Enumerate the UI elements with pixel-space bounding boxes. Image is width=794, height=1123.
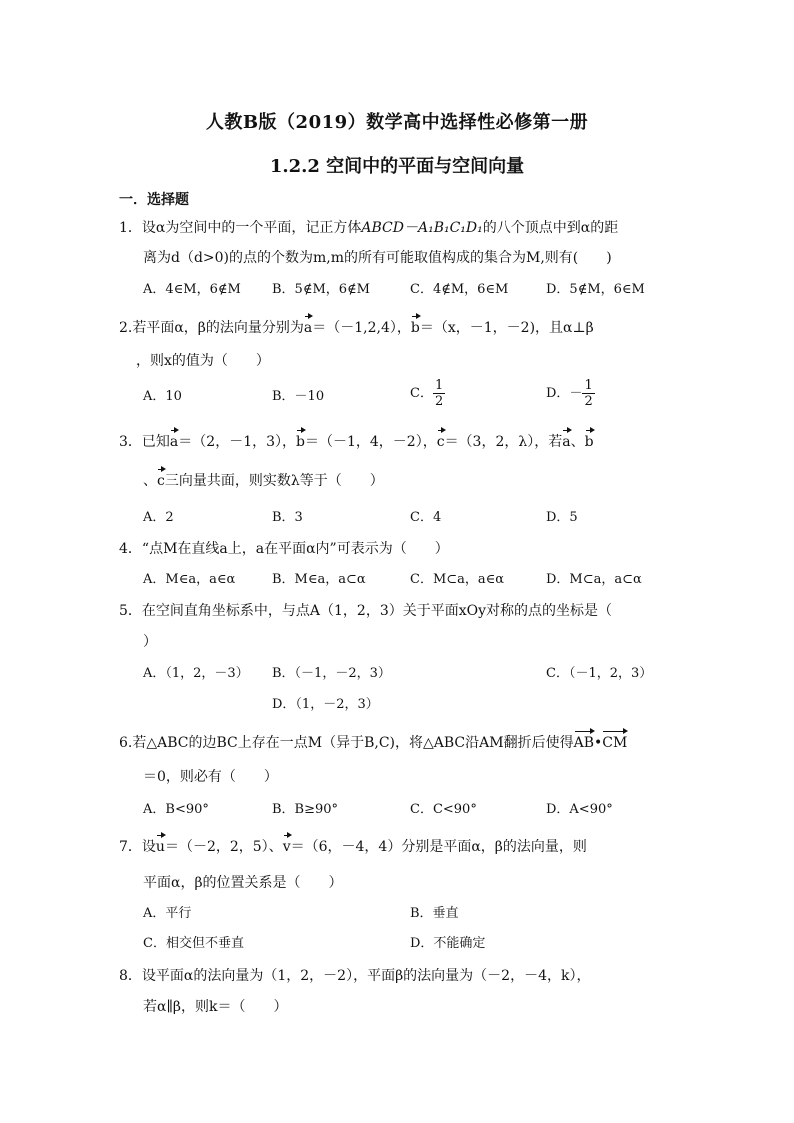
- q3-option-a: A．2: [143, 510, 174, 525]
- q3-text-e: 三向量共面，则实数λ等于（ ）: [164, 473, 384, 489]
- q1-option-a: A．4∈M，6∉M: [143, 282, 241, 297]
- fraction-denominator: 2: [434, 394, 444, 409]
- q7-option-c: C．相交但不垂直: [143, 936, 244, 951]
- question-7-line-1: [119, 838, 587, 856]
- q7-option-b: B．垂直: [410, 906, 459, 921]
- fraction-numerator: 1: [584, 378, 593, 393]
- question-2-line-1: [119, 319, 594, 337]
- vector-b: b: [296, 434, 305, 450]
- q7-text-b: ＝（－2，2，5）、: [164, 839, 283, 855]
- q2-option-c: [410, 378, 445, 409]
- q1-text-a: 1．设α为空间中的一个平面，记正方体: [119, 220, 362, 236]
- section-heading: 一．选择题: [119, 192, 189, 208]
- q5-option-b: B．（－1，－2，3）: [272, 666, 391, 681]
- q7-option-d: D．不能确定: [410, 936, 486, 951]
- q6-option-c: C．C<90°: [410, 802, 477, 817]
- vector-c: c: [436, 434, 445, 450]
- question-4-line-1: 4．“点M在直线a上，a在平面α内”可表示为（ ）: [119, 541, 449, 557]
- q2-option-d: [546, 378, 595, 409]
- document-title: 人教B版（2019）数学高中选择性必修第一册: [205, 112, 589, 133]
- q1-text-b: 的八个顶点中到α的距: [482, 220, 619, 236]
- q3-separator: 、: [570, 434, 585, 450]
- q2-text-a: 2.若平面α，β的法向量分别为: [119, 320, 304, 336]
- dot-operator: •: [594, 735, 603, 751]
- document-subtitle: 1.2.2 空间中的平面与空间向量: [269, 156, 525, 177]
- q2-text-b: ＝（－1,2,4），: [312, 320, 411, 336]
- vector-a: a: [169, 434, 179, 450]
- question-1-line-2: 离为d（d>0)的点的个数为m,m的所有可能取值构成的集合为M,则有( ): [143, 250, 612, 266]
- q3-text-d: ＝（3，2，λ），若: [444, 434, 563, 450]
- vector-a: a: [303, 320, 313, 336]
- fraction-denominator: 2: [584, 394, 593, 409]
- vector-b: b: [584, 434, 594, 450]
- q7-text-a: 7．设: [119, 839, 156, 855]
- q5-option-a: A．（1，2，－3）: [143, 666, 249, 681]
- vector-c: c: [157, 473, 165, 489]
- question-1-line-1: [119, 219, 618, 237]
- q3-text-b: ＝（2，－1，3），: [178, 434, 297, 450]
- vector-ab: AB: [573, 735, 594, 751]
- fraction-neg-one-half: [582, 378, 594, 409]
- q3-option-b: B．3: [272, 510, 303, 525]
- vector-v: v: [282, 839, 291, 855]
- vector-u: u: [155, 839, 165, 855]
- q4-option-d: D．M⊂a，a⊂α: [546, 572, 642, 587]
- question-3-line-2: [143, 472, 384, 490]
- question-3-line-1: [119, 433, 594, 451]
- q2-option-d-label: D．: [546, 386, 570, 401]
- q2-option-a: A．10: [143, 389, 182, 404]
- q1-option-b: B．5∉M，6∉M: [272, 282, 370, 297]
- q3-text-c: ＝（－1，4，－2），: [304, 434, 437, 450]
- q6-option-a: A．B<90°: [143, 802, 209, 817]
- q7-option-a: A．平行: [143, 906, 192, 921]
- q2-option-b: B．－10: [272, 389, 325, 404]
- q3-text-a: 3．已知: [119, 434, 170, 450]
- fraction-numerator: 1: [434, 378, 444, 393]
- q2-text-c: ＝（x，－1，－2)，且α⊥β: [419, 320, 594, 336]
- question-6-line-2: ＝0，则必有（ ）: [143, 769, 278, 785]
- vector-cm: CM: [602, 735, 628, 751]
- question-5-line-1: 5．在空间直角坐标系中，与点A（1，2，3）关于平面xOy对称的点的坐标是（: [119, 603, 613, 619]
- vector-a: a: [562, 434, 571, 450]
- q3-option-c: C．4: [410, 510, 442, 525]
- vector-b: b: [410, 320, 420, 336]
- q5-option-d: D．（1，－2，3）: [272, 697, 379, 712]
- q5-option-c: C．（－1，2，3）: [546, 666, 653, 681]
- q4-option-a: A．M∈a，a∈α: [143, 572, 236, 587]
- q2-option-c-label: C．: [410, 386, 433, 401]
- q6-option-b: B．B≥90°: [272, 802, 339, 817]
- question-2-line-2: ，则x的值为（ ）: [136, 353, 270, 369]
- minus-sign: －: [569, 386, 583, 401]
- q3-separator: 、: [143, 473, 157, 489]
- q4-option-c: C．M⊂a，a∈α: [410, 572, 505, 587]
- q4-option-b: B．M∈a，a⊂α: [272, 572, 366, 587]
- q7-text-c: ＝（6，－4，4）分别是平面α，β的法向量，则: [290, 839, 587, 855]
- question-6-line-1: [119, 734, 627, 752]
- q1-cube-name: ABCD－A₁B₁C₁D₁: [361, 220, 483, 236]
- fraction-one-half: [433, 378, 445, 409]
- q3-option-d: D．5: [546, 510, 578, 525]
- q1-option-c: C．4∉M，6∈M: [410, 282, 509, 297]
- question-7-line-2: 平面α，β的位置关系是（ ）: [143, 875, 343, 891]
- question-8-line-2: 若α∥β，则k＝（ ）: [143, 999, 288, 1015]
- q1-option-d: D．5∉M，6∈M: [546, 282, 645, 297]
- q6-option-d: D．A<90°: [546, 802, 613, 817]
- question-5-line-2: ）: [143, 634, 157, 650]
- q6-text-a: 6.若△ABC的边BC上存在一点M（异于B,C)，将△ABC沿AM翻折后使得: [119, 735, 574, 751]
- question-8-line-1: 8．设平面α的法向量为（1，2，－2），平面β的法向量为（－2，－4，k），: [119, 968, 591, 984]
